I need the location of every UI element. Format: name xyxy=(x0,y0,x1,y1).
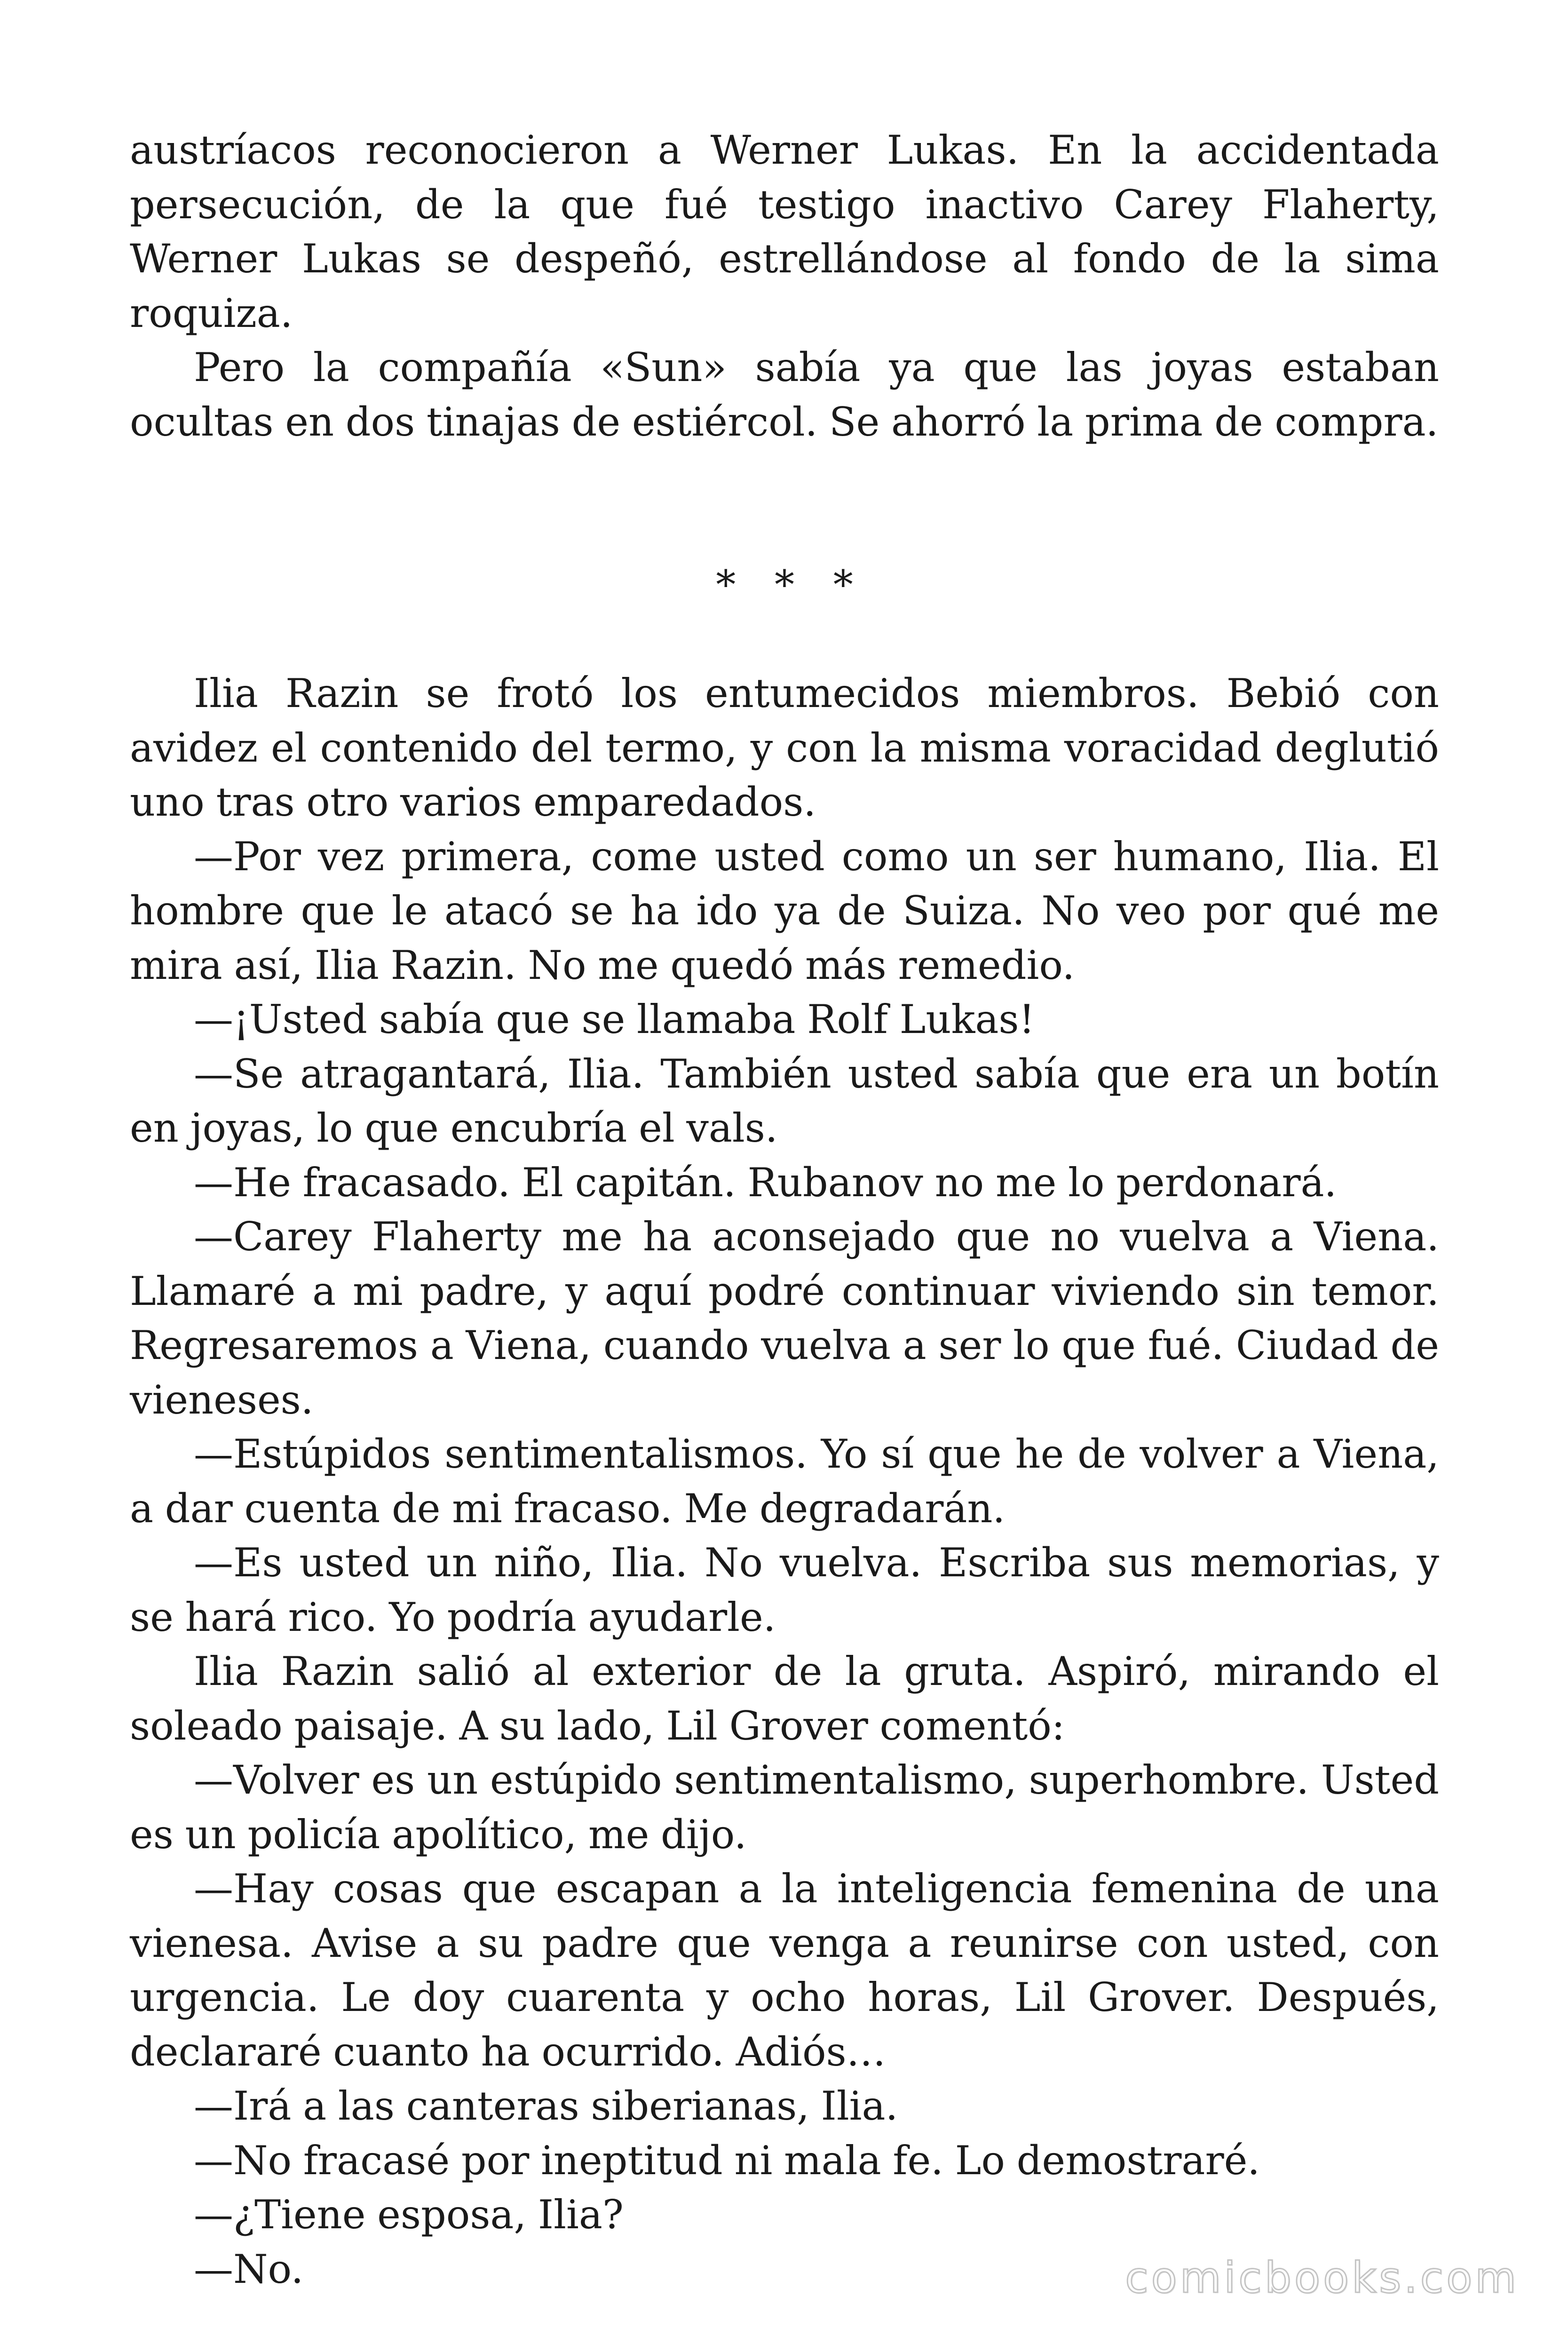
dialogue-paragraph: —No. xyxy=(194,2246,304,2292)
dialogue-paragraph: —¿Tiene esposa, Ilia? xyxy=(194,2192,624,2238)
dialogue-paragraph: —Se atragantará, Ilia. También usted sabía que era un botín en joyas, lo que encubría el vals. xyxy=(130,1050,1439,1151)
dialogue-paragraph: —Por vez primera, come usted como un ser humano, Ilia. El hombre que le atacó se ha ido ya de Suiza. No veo por qué me mira así, Ilia Razin. No me quedó más remedio. xyxy=(130,833,1439,988)
dialogue-paragraph: —Carey Flaherty me ha aconsejado que no vuelva a Viena. Llamaré a mi padre, y aquí podré continuar viviendo sin temor. Regresaremos a Viena, cuando vuelva a ser lo que fué. Ciudad de vieneses. xyxy=(130,1214,1439,1423)
dialogue-paragraph: —Estúpidos sentimentalismos. Yo sí que he de volver a Viena, a dar cuenta de mi fracaso. Me degradarán. xyxy=(130,1431,1439,1532)
dialogue-paragraph: —Hay cosas que escapan a la inteligencia femenina de una vienesa. Avise a su padre que venga a reunirse con usted, con urgencia. Le doy cuarenta y ocho horas, Lil Grover. Después, declararé cuanto ha ocurrido. Adiós… xyxy=(130,1866,1439,2075)
paragraph: Ilia Razin salió al exterior de la gruta. Aspiró, mirando el soleado paisaje. A su lado, Lil Grover comentó: xyxy=(130,1648,1439,1749)
page-body xyxy=(130,123,1439,2296)
dialogue-paragraph: —No fracasé por ineptitud ni mala fe. Lo demostraré. xyxy=(194,2137,1260,2184)
section-separator: * * * xyxy=(716,562,866,608)
watermark: comicbooks.com xyxy=(1125,2253,1519,2303)
paragraph: austríacos reconocieron a Werner Lukas. En la accidentada persecución, de la que fué testigo inactivo Carey Flaherty, Werner Lukas se despeñó, estrellándose al fondo de la sima roquiza. xyxy=(130,127,1439,336)
dialogue-paragraph: —¡Usted sabía que se llamaba Rolf Lukas! xyxy=(194,996,1035,1042)
dialogue-paragraph: —Irá a las canteras siberianas, Ilia. xyxy=(194,2083,898,2129)
dialogue-paragraph: —Es usted un niño, Ilia. No vuelva. Escriba sus memorias, y se hará rico. Yo podría ayudarle. xyxy=(130,1540,1439,1640)
dialogue-paragraph: —Volver es un estúpido sentimentalismo, superhombre. Usted es un policía apolítico, me dijo. xyxy=(130,1757,1439,1858)
paragraph: Pero la compañía «Sun» sabía ya que las joyas estaban ocultas en dos tinajas de estiércol. Se ahorró la prima de compra. xyxy=(130,344,1439,445)
dialogue-paragraph: —He fracasado. El capitán. Rubanov no me lo perdonará. xyxy=(194,1159,1337,1206)
paragraph: Ilia Razin se frotó los entumecidos miembros. Bebió con avidez el contenido del termo, y con la misma voracidad deglutió uno tras otro varios emparedados. xyxy=(130,670,1439,825)
